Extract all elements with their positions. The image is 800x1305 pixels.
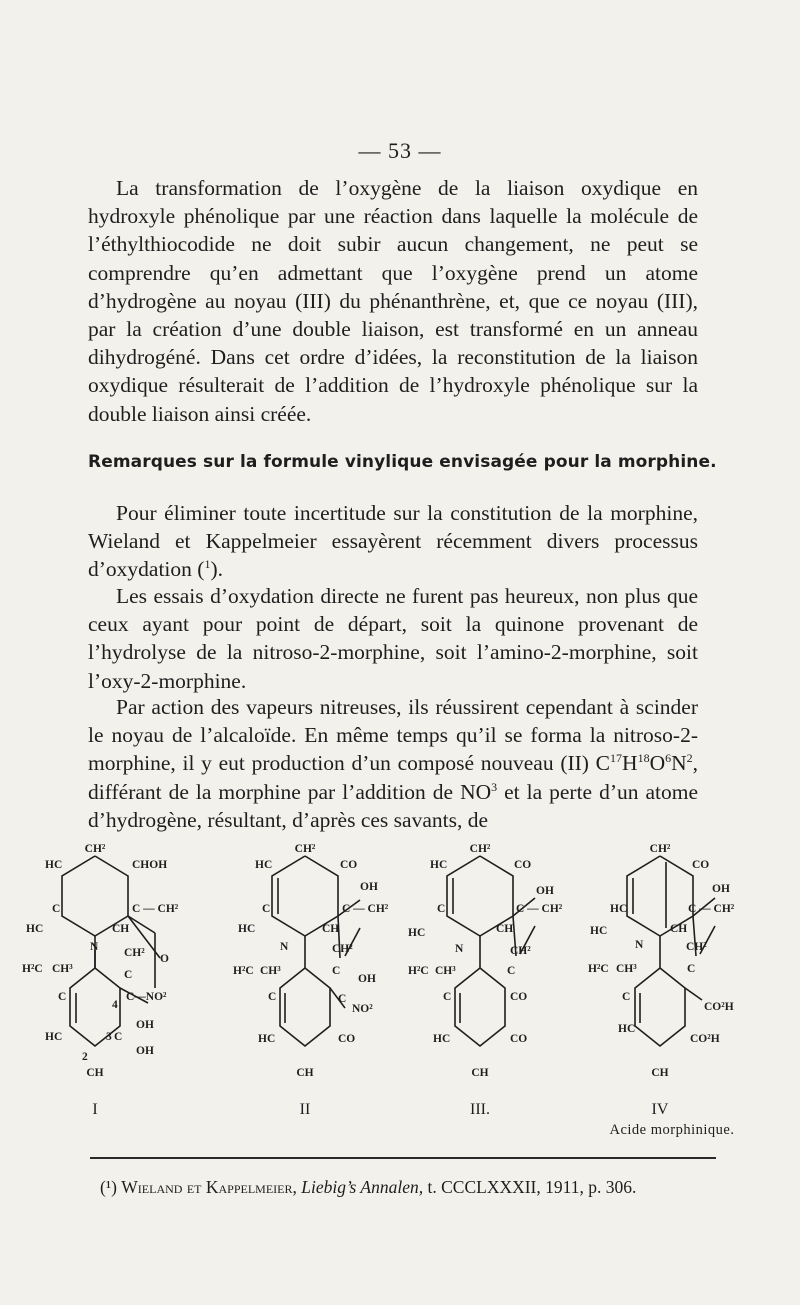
atom-label: CH (86, 1067, 104, 1079)
bond (685, 988, 702, 1000)
atom-label: CH (651, 1067, 669, 1079)
atom-label: C (622, 991, 631, 1003)
atom-label: C (687, 963, 696, 975)
paragraph-1: La transformation de l’oxygène de la liaison oxydique en hydroxyle phénolique par une réaction dans laquelle la molécule de l’éthylthiocodide ne doit subir aucun changement, ne peut se comprendre qu’en admettant que l’oxygène prend un atome d’hydrogène au noyau (III) du phénanthrène, et, que ce noyau (III), par la création d’une double liaison, est transformé en un anneau dihydrogéné. Dans cet ordre d’idées, la reconstitution de la liaison oxydique résulterait de l’addition de l’hydroxyle phénolique sur la double liaison ainsi créée. (88, 176, 698, 426)
atom-label: C — CH² (516, 903, 563, 915)
atom-label: C (52, 903, 61, 915)
atom-label: HC (408, 927, 426, 939)
atom-label: N (90, 941, 99, 953)
atom-label: CH (112, 923, 130, 935)
atom-label: NO² (352, 1003, 373, 1015)
atom-label: HC (590, 925, 608, 937)
formula-element: H (622, 751, 638, 776)
atom-label: H²C (588, 963, 609, 975)
paragraph-3: Les essais d’oxydation directe ne furent pas heureux, non plus que ceux ayant pour point de départ, soit la quinone provenant de l’hydrolyse de la nitroso-2-morphine, soit l’amino-2-morphine, soit l’oxy-2-morphine. (88, 584, 698, 693)
structural-formulas (22, 828, 760, 1140)
atom-label: N (455, 943, 464, 955)
atom-label: OH (358, 973, 376, 985)
paragraph-4-text-b: , différant de la morphine par l’addition de NO (88, 751, 698, 804)
paragraph-2-end: ). (210, 557, 223, 582)
atom-label: OH (536, 885, 554, 897)
atom-label: O (160, 953, 169, 965)
atom-label: CH (496, 923, 514, 935)
footnote-details: t. CCCLXXXII, 1911, p. 306. (427, 1177, 637, 1197)
formula-subscript: 17 (610, 751, 623, 766)
structural-formulas-svg (22, 828, 760, 1140)
formula-4 (588, 843, 735, 1138)
atom-label: HC (610, 903, 628, 915)
footnote-marker: (¹) (100, 1177, 117, 1197)
atom-label: CH² (649, 843, 671, 855)
footnote-reference[interactable]: 1 (204, 557, 211, 572)
bond (635, 936, 685, 1046)
atom-label: CO²H (704, 1001, 734, 1013)
atom-label: C (262, 903, 271, 915)
atom-label: C (437, 903, 446, 915)
atom-label: OH (360, 881, 378, 893)
atom-label: CH² (510, 945, 531, 957)
atom-label: 2 (82, 1051, 88, 1063)
page-number: — 53 — (358, 138, 442, 163)
paragraph-4 (88, 693, 698, 834)
atom-label: CO (338, 1033, 356, 1045)
footnote-authors: Wieland et Kappelmeier, (121, 1177, 297, 1197)
formula-label: I (92, 1101, 98, 1118)
paragraph-2 (88, 499, 698, 584)
atom-label: CH (471, 1067, 489, 1079)
atom-label: CH² (332, 943, 353, 955)
formula-subscript: 6 (665, 751, 672, 766)
atom-label: HC (45, 859, 63, 871)
atom-label: HC (255, 859, 273, 871)
footnote-journal: Liebig’s Annalen, (301, 1177, 424, 1197)
atom-label: HC (430, 859, 448, 871)
atom-label: CO (514, 859, 532, 871)
atom-label: CH² (686, 941, 707, 953)
formula-subscript: 3 (491, 779, 498, 794)
atom-label: CO (692, 859, 710, 871)
atom-label: C (338, 993, 347, 1005)
atom-label: N (280, 941, 289, 953)
bond (128, 916, 155, 933)
atom-label: 3 (106, 1031, 112, 1043)
formula-3 (408, 843, 563, 1118)
atom-label: CO (340, 859, 358, 871)
formula-subscript: 18 (637, 751, 650, 766)
atom-label: H²C (22, 963, 43, 975)
formula-subscript: 2 (686, 751, 693, 766)
formula-element: N (671, 751, 687, 776)
formula-label: II (299, 1101, 311, 1118)
atom-label: HC (238, 923, 256, 935)
formula-1 (22, 843, 179, 1118)
atom-label: C (332, 965, 341, 977)
atom-label: CH (670, 923, 688, 935)
atom-label: HC (45, 1031, 63, 1043)
atom-label: C (124, 969, 133, 981)
atom-label: CO (510, 991, 528, 1003)
atom-label: HC (433, 1033, 451, 1045)
formula-element: O (649, 751, 666, 776)
atom-label: HC (258, 1033, 276, 1045)
atom-label: OH (712, 883, 730, 895)
atom-label: C (443, 991, 452, 1003)
atom-label: OH (136, 1019, 154, 1031)
atom-label: CH³ (260, 965, 281, 977)
atom-label: C (58, 991, 67, 1003)
atom-label: C — CH² (342, 903, 389, 915)
atom-label: CH² (124, 947, 145, 959)
atom-label: C—NO² (126, 991, 167, 1003)
atom-label: CH³ (52, 963, 73, 975)
atom-label: C (268, 991, 277, 1003)
formula-label: IV (651, 1101, 669, 1118)
atom-label: C (507, 965, 516, 977)
atom-label: N (635, 939, 644, 951)
atom-label: CO (510, 1033, 528, 1045)
footnote (100, 1177, 740, 1198)
atom-label: H²C (408, 965, 429, 977)
atom-label: CHOH (132, 859, 168, 871)
atom-label: CH (322, 923, 340, 935)
paragraph-4-text-a: Par action des vapeurs nitreuses, ils réussirent cependant à scinder le noyau de l’alcaloïde. En même temps qu’il se forma la nitroso-2-morphine, il y eut production d’un composé nouveau (II) C (88, 695, 698, 776)
atom-label: CH² (469, 843, 491, 855)
paragraph-2-text: Pour éliminer toute incertitude sur la constitution de la morphine, Wieland et Kappelmeier essayèrent récemment divers processus d’oxydation ( (88, 501, 698, 582)
atom-label: CH³ (616, 963, 637, 975)
section-title: Remarques sur la formule vinylique envisagée pour la morphine. (88, 452, 717, 472)
atom-label: CH² (84, 843, 106, 855)
atom-label: CH (296, 1067, 314, 1079)
atom-label: 4 (112, 999, 118, 1011)
atom-label: CO²H (690, 1033, 720, 1045)
paragraph-4-text-c: et la perte d’un atome d’hydrogène, résultant, d’après ces savants, de (88, 779, 698, 832)
atom-label: H²C (233, 965, 254, 977)
footnote-rule (90, 1157, 716, 1159)
atom-label: C — CH² (132, 903, 179, 915)
atom-label: C — CH² (688, 903, 735, 915)
atom-label: CH² (294, 843, 316, 855)
atom-label: OH (136, 1045, 154, 1057)
atom-label: HC (618, 1023, 636, 1035)
atom-label: C (114, 1031, 123, 1043)
atom-label: HC (26, 923, 44, 935)
formula-caption: Acide morphinique. (609, 1122, 735, 1138)
formula-label: III. (470, 1101, 490, 1118)
atom-label: CH³ (435, 965, 456, 977)
formula-2 (233, 843, 389, 1118)
